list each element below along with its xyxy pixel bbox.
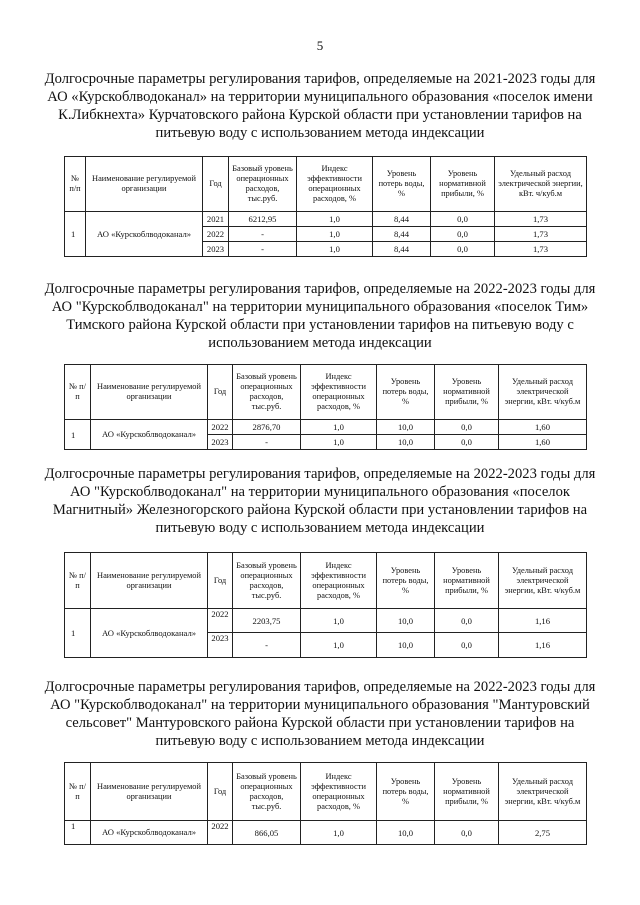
cell-profit: 0,0: [435, 420, 499, 435]
cell-energy: 1,73: [495, 212, 587, 227]
header-no: № п/п: [65, 553, 91, 609]
cell-index: 1,0: [301, 420, 377, 435]
header-loss: Уровень потерь воды, %: [377, 365, 435, 420]
header-index: Индекс эффективности операционных расходов, %: [297, 157, 373, 212]
cell-year: 2022: [208, 420, 233, 435]
header-year: Год: [208, 763, 233, 821]
header-loss: Уровень потерь воды, %: [377, 763, 435, 821]
cell-base: 866,05: [233, 821, 301, 845]
cell-loss: 8,44: [373, 227, 431, 242]
header-profit: Уровень нормативной прибыли, %: [435, 553, 499, 609]
header-base: Базовый уровень операционных расходов, тыс.руб.: [233, 553, 301, 609]
section-kurchatov: [0, 70, 640, 142]
table-row: [65, 420, 587, 435]
cell-index: 1,0: [301, 609, 377, 633]
cell-energy: 1,73: [495, 227, 587, 242]
cell-profit: 0,0: [435, 821, 499, 845]
table-row: [65, 609, 587, 633]
header-base: Базовый уровень операционных расходов, тыс.руб.: [229, 157, 297, 212]
cell-energy: 1,60: [499, 420, 587, 435]
params-table: [64, 762, 587, 845]
header-profit: Уровень нормативной прибыли, %: [431, 157, 495, 212]
cell-base: -: [233, 435, 301, 450]
cell-energy: 1,73: [495, 242, 587, 257]
cell-org: АО «Курскоблводоканал»: [91, 609, 208, 658]
header-energy: Удельный расход электрической энергии, кВт. ч/куб.м: [499, 365, 587, 420]
header-org: Наименование регулируемой организации: [91, 553, 208, 609]
cell-profit: 0,0: [435, 609, 499, 633]
cell-energy: 1,16: [499, 633, 587, 658]
table-header-row: [65, 365, 587, 420]
cell-index: 1,0: [297, 212, 373, 227]
cell-no: 1: [65, 420, 91, 450]
section-magnitny: [0, 465, 640, 537]
params-table: [64, 552, 587, 658]
section-title: Долгосрочные параметры регулирования тарифов, определяемые на 2022-2023 годы для АО "Курскоблводоканал" на территории муниципального образования «поселок Тим» Тимского района Курской области при установлении тарифов на питьевую воду с использованием метода индексации: [44, 281, 596, 351]
header-loss: Уровень потерь воды, %: [377, 553, 435, 609]
header-year: Год: [208, 365, 233, 420]
table-row: [65, 212, 587, 227]
cell-year: 2023: [203, 242, 229, 257]
header-energy: Удельный расход электрической энергии, кВт. ч/куб.м: [495, 157, 587, 212]
cell-no: 1: [65, 821, 91, 845]
header-org: Наименование регулируемой организации: [91, 365, 208, 420]
header-loss: Уровень потерь воды, %: [373, 157, 431, 212]
section-tim: [0, 280, 640, 352]
header-profit: Уровень нормативной прибыли, %: [435, 763, 499, 821]
cell-base: 2203,75: [233, 609, 301, 633]
cell-year: 2022: [203, 227, 229, 242]
table-header-row: [65, 763, 587, 821]
header-org: Наименование регулируемой организации: [91, 763, 208, 821]
header-year: Год: [208, 553, 233, 609]
cell-profit: 0,0: [435, 633, 499, 658]
header-index: Индекс эффективности операционных расходов, %: [301, 365, 377, 420]
cell-org: АО «Курскоблводоканал»: [91, 821, 208, 845]
table-row: [65, 821, 587, 845]
cell-loss: 10,0: [377, 435, 435, 450]
cell-energy: 2,75: [499, 821, 587, 845]
cell-index: 1,0: [301, 633, 377, 658]
cell-no: 1: [65, 609, 91, 658]
header-base: Базовый уровень операционных расходов, тыс.руб.: [233, 365, 301, 420]
header-org: Наименование регулируемой организации: [86, 157, 203, 212]
cell-profit: 0,0: [435, 435, 499, 450]
cell-base: 6212,95: [229, 212, 297, 227]
header-no: № п/п: [65, 763, 91, 821]
cell-loss: 10,0: [377, 420, 435, 435]
cell-year: 2022: [208, 609, 233, 633]
cell-profit: 0,0: [431, 227, 495, 242]
cell-org: АО «Курскоблводоканал»: [91, 420, 208, 450]
header-no: № п/п: [65, 157, 86, 212]
section-manturovo: [0, 678, 640, 750]
section-title: Долгосрочные параметры регулирования тарифов, определяемые на 2022-2023 годы для АО "Курскоблводоканал" на территории муниципального образования «поселок Магнитный» Железногорского района Курской области при установлении тарифов на питьевую воду с использованием метода индексации: [44, 466, 596, 536]
cell-org: АО «Курскоблводоканал»: [86, 212, 203, 257]
cell-loss: 10,0: [377, 633, 435, 658]
header-no: № п/п: [65, 365, 91, 420]
cell-year: 2022: [208, 821, 233, 845]
table-header-row: [65, 157, 587, 212]
cell-profit: 0,0: [431, 242, 495, 257]
header-index: Индекс эффективности операционных расходов, %: [301, 553, 377, 609]
page-number: 5: [316, 38, 324, 53]
table-header-row: [65, 553, 587, 609]
cell-year: 2021: [203, 212, 229, 227]
cell-loss: 8,44: [373, 212, 431, 227]
cell-year: 2023: [208, 633, 233, 658]
header-base: Базовый уровень операционных расходов, тыс.руб.: [233, 763, 301, 821]
section-title: Долгосрочные параметры регулирования тарифов, определяемые на 2022-2023 годы для АО "Курскоблводоканал" на территории муниципального образования "Мантуровский сельсовет" Мантуровского района Курской области при установлении тарифов на питьевую воду с использованием метода индексации: [44, 679, 596, 749]
cell-base: -: [233, 633, 301, 658]
cell-index: 1,0: [301, 821, 377, 845]
header-energy: Удельный расход электрической энергии, кВт. ч/куб.м: [499, 763, 587, 821]
cell-loss: 10,0: [377, 609, 435, 633]
header-year: Год: [203, 157, 229, 212]
header-profit: Уровень нормативной прибыли, %: [435, 365, 499, 420]
cell-base: 2876,70: [233, 420, 301, 435]
header-index: Индекс эффективности операционных расходов, %: [301, 763, 377, 821]
cell-energy: 1,16: [499, 609, 587, 633]
cell-index: 1,0: [297, 227, 373, 242]
cell-year: 2023: [208, 435, 233, 450]
cell-index: 1,0: [301, 435, 377, 450]
cell-no: 1: [65, 212, 86, 257]
header-energy: Удельный расход электрической энергии, кВт. ч/куб.м: [499, 553, 587, 609]
section-title: Долгосрочные параметры регулирования тарифов, определяемые на 2021-2023 годы для АО «Курскоблводоканал» на территории муниципального образования «поселок имени К.Либкнехта» Курчатовского района Курской области при установлении тарифов на питьевую воду с использованием метода индексации: [44, 71, 596, 141]
params-table: [64, 364, 587, 450]
cell-loss: 8,44: [373, 242, 431, 257]
cell-base: -: [229, 242, 297, 257]
cell-energy: 1,60: [499, 435, 587, 450]
params-table: [64, 156, 587, 257]
cell-index: 1,0: [297, 242, 373, 257]
cell-loss: 10,0: [377, 821, 435, 845]
cell-profit: 0,0: [431, 212, 495, 227]
cell-base: -: [229, 227, 297, 242]
